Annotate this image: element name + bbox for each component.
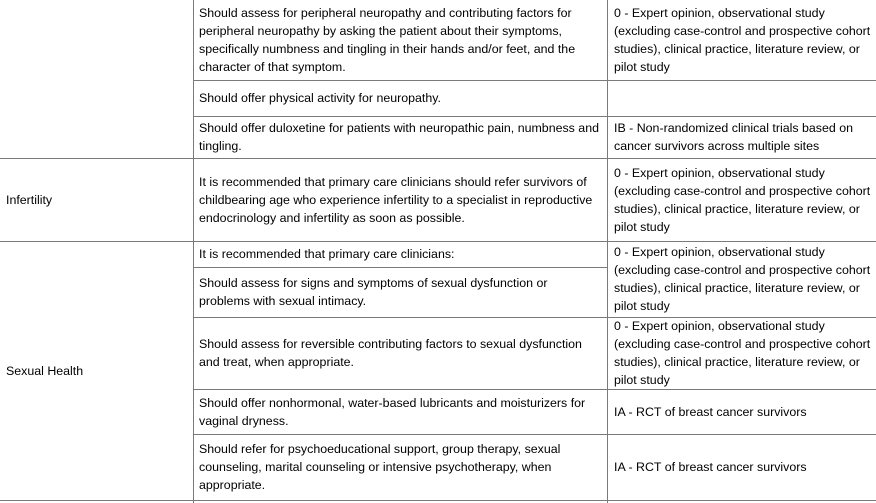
recommendation-cell bbox=[193, 80, 607, 116]
recommendation-cell bbox=[193, 158, 607, 241]
evidence-cell bbox=[607, 241, 876, 317]
evidence-cell bbox=[607, 80, 876, 116]
topic-label: Sexual Health bbox=[6, 363, 84, 378]
recommendation-cell bbox=[193, 317, 607, 389]
recommendation-cell bbox=[193, 4, 607, 80]
topic-cell bbox=[0, 241, 193, 500]
recommendation-text: It is recommended that primary care clinicians should refer survivors of childbearing age who experience infertility to a specialist in reproductive endocrinology and infertility as soon as possible. bbox=[199, 174, 593, 225]
evidence-text: 0 - Expert opinion, observational study (excluding case-control and prospective cohort studies), clinical practice, literature review, or pilot study bbox=[614, 165, 871, 234]
recommendation-intro-text: It is recommended that primary care clinicians: bbox=[199, 247, 455, 261]
topic-cell bbox=[0, 158, 193, 241]
recommendation-cell bbox=[193, 389, 607, 434]
evidence-cell bbox=[607, 4, 876, 80]
evidence-cell bbox=[607, 389, 876, 434]
topic-label: Infertility bbox=[6, 192, 53, 207]
recommendation-text: Should offer nonhormonal, water-based lubricants and moisturizers for vaginal dryness. bbox=[199, 395, 586, 428]
recommendation-intro-cell bbox=[193, 241, 607, 267]
evidence-text: 0 - Expert opinion, observational study (excluding case-control and prospective cohort studies), clinical practice, literature review, or pilot study bbox=[614, 319, 871, 387]
evidence-cell bbox=[607, 317, 876, 389]
recommendation-text: Should refer for psychoeducational support, group therapy, sexual counseling, marital counseling or intensive psychotherapy, when appropriate. bbox=[199, 442, 561, 492]
recommendation-text: Should assess for reversible contributing factors to sexual dysfunction and treat, when appropriate. bbox=[199, 337, 582, 369]
evidence-cell bbox=[607, 434, 876, 500]
recommendation-cell bbox=[193, 116, 607, 158]
row-divider bbox=[0, 500, 876, 501]
recommendation-text: Should offer physical activity for neuropathy. bbox=[199, 91, 441, 105]
evidence-cell bbox=[607, 158, 876, 241]
evidence-text: IA - RCT of breast cancer survivors bbox=[614, 460, 807, 474]
evidence-text: IA - RCT of breast cancer survivors bbox=[614, 404, 807, 419]
evidence-text: 0 - Expert opinion, observational study (excluding case-control and prospective cohort studies), clinical practice, literature review, or pilot study bbox=[614, 6, 871, 74]
recommendation-text: Should offer duloxetine for patients with neuropathic pain, numbness and tingling. bbox=[199, 121, 599, 153]
recommendation-cell bbox=[193, 267, 607, 317]
evidence-text: 0 - Expert opinion, observational study (excluding case-control and prospective cohort studies), clinical practice, literature review, or pilot study bbox=[614, 245, 871, 313]
recommendation-text: Should assess for signs and symptoms of sexual dysfunction or problems with sexual intimacy. bbox=[199, 276, 548, 308]
recommendation-text: Should assess for peripheral neuropathy and contributing factors for peripheral neuropathy by asking the patient about their symptoms, specifically numbness and tingling in their hands and/or feet, and the character of that symptom. bbox=[199, 6, 576, 74]
recommendation-cell bbox=[193, 434, 607, 500]
evidence-text: IB - Non-randomized clinical trials based on cancer survivors across multiple sites bbox=[614, 121, 853, 153]
evidence-cell bbox=[607, 116, 876, 158]
